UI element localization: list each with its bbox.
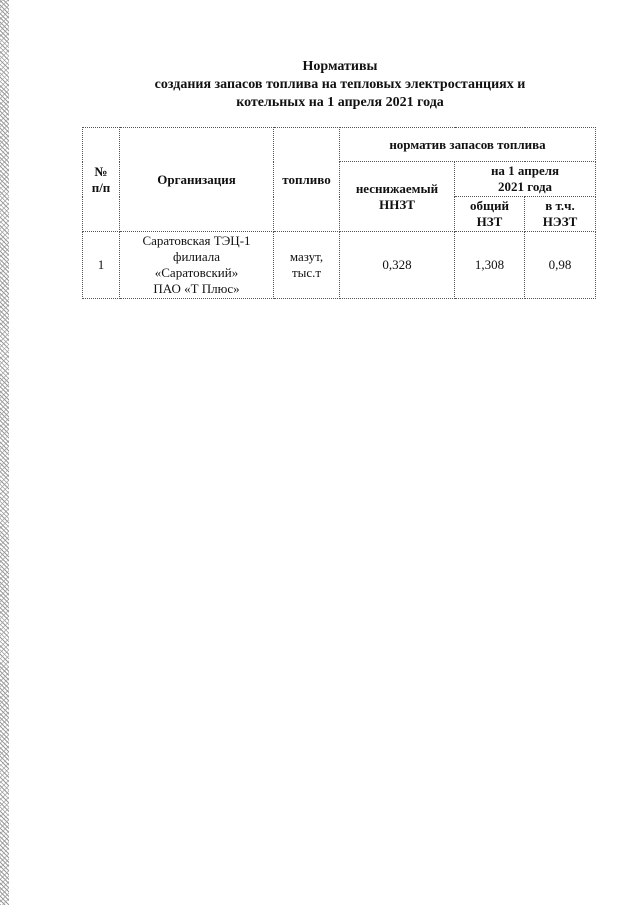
header-total-nzt: общий НЗТ — [455, 197, 525, 232]
title-line-1: Нормативы — [302, 59, 378, 74]
row-nzt-value: 1,308 — [455, 232, 525, 299]
header-fuel: топливо — [274, 128, 340, 232]
row-organization: Саратовская ТЭЦ-1 филиала «Саратовский» ПАО «Т Плюс» — [120, 232, 274, 299]
table-row — [83, 232, 596, 299]
header-date: на 1 апреля 2021 года — [455, 162, 596, 197]
row-number: 1 — [83, 232, 120, 299]
row-nezt-value: 0,98 — [525, 232, 596, 299]
header-row-1 — [83, 128, 596, 162]
fuel-norms-table — [82, 127, 596, 299]
title-line-3: котельных на 1 апреля 2021 года — [236, 95, 444, 110]
header-number: № п/п — [83, 128, 120, 232]
row-nnzt-value: 0,328 — [340, 232, 455, 299]
header-nnzt: неснижаемый ННЗТ — [340, 162, 455, 232]
document-title — [100, 58, 580, 112]
title-line-2: создания запасов топлива на тепловых электростанциях и — [154, 77, 526, 92]
header-incl-nezt: в т.ч. НЭЗТ — [525, 197, 596, 232]
scan-edge-texture — [0, 0, 9, 905]
header-organization: Организация — [120, 128, 274, 232]
row-fuel: мазут, тыс.т — [274, 232, 340, 299]
header-norm-group: норматив запасов топлива — [340, 128, 596, 162]
